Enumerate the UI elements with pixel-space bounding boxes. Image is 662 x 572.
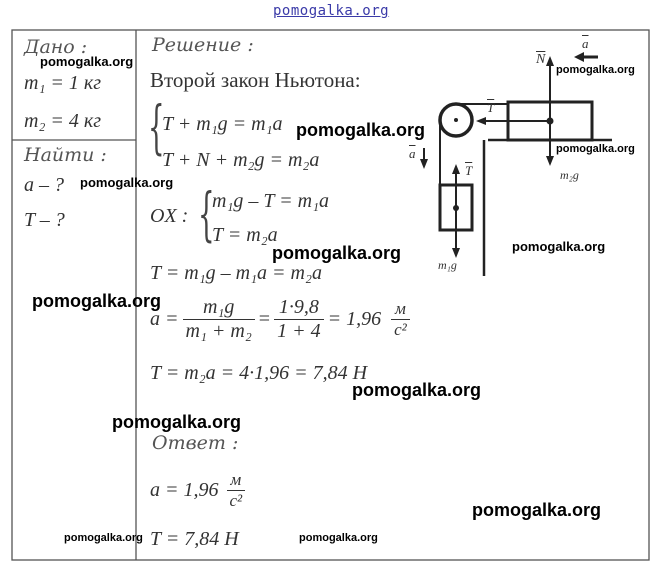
ox-line2: T = m₂a [212,224,278,246]
diagram-label-N: $\overline{N}$ [536,52,546,67]
watermark: pomogalka.org [272,243,402,263]
find-a: a – ? [24,174,64,196]
given-m2: m₂ = 4 кг [24,110,102,132]
watermark: pomogalka.org [296,120,426,140]
watermark: pomogalka.org [32,291,162,311]
diagram-label-T-vertical: $\overline{T}$ [465,163,473,178]
watermark: pomogalka.org [80,175,174,190]
answer-a: a = 1,96 $\frac{м}{\text{с²}}$ [150,470,245,511]
a-value: = 1,96 [327,308,382,330]
watermark: pomogalka.org [556,143,635,155]
a-fraction-numeric: $\frac{1\cdot 9,8}{1 + 4}$ [274,296,324,343]
answer-a-unit: $\frac{м}{\text{с²}}$ [227,470,246,511]
watermark: pomogalka.org [40,54,134,69]
system1-line2: T + N + m₂g = m₂a [162,149,320,171]
given-title: Дано : [24,36,88,58]
given-m1: m₁ = 1 кг [24,72,102,94]
system2-brace: { [198,180,215,248]
solution-title: Решение : [152,34,254,56]
answer-title: Ответ : [152,432,239,454]
watermark: pomogalka.org [299,532,378,544]
system1-brace: { [148,93,165,161]
ox-label: OX : [150,205,189,227]
system1-line1: T + m₁g = m₁a [162,113,283,135]
watermark: pomogalka.org [512,239,606,254]
a-fraction-symbolic: $\frac{\text{m₁g}}{\text{m₁ + m₂}}$ [183,296,255,343]
watermark: pomogalka.org [64,532,143,544]
diagram-label-a-left: $\overline{a}$ [409,146,416,161]
tension-equation: T = m₁g – m₁a = m₂a [150,262,322,284]
site-header-link[interactable]: pomogalka.org [273,3,390,19]
acceleration-formula [150,296,410,343]
watermark: pomogalka.org [556,64,635,76]
newton-law-label: Второй закон Ньютона: [150,68,361,92]
find-T: T – ? [24,209,65,231]
diagram-label-m2g: m₂g [560,168,579,182]
watermark: pomogalka.org [112,412,242,432]
diagram-label-a-top: $\overline{a}$ [582,36,589,51]
ox-line1: m₁g – T = m₁a [212,190,330,212]
diagram-label-m1g: m₁g [438,258,457,272]
tension-calculation: T = m₂a = 4·1,96 = 7,84 Н [150,362,368,384]
pulley-axle [454,118,458,122]
find-title: Найти : [24,144,107,166]
a-unit: $\frac{м}{\text{с²}}$ [391,299,410,340]
diagram-label-T-horizontal: $\overline{T}$ [487,100,495,115]
watermark: pomogalka.org [352,380,482,400]
a-equals: = [258,308,271,330]
watermark: pomogalka.org [472,500,602,520]
a-lhs: a = [150,308,179,330]
answer-T: T = 7,84 Н [150,528,239,550]
